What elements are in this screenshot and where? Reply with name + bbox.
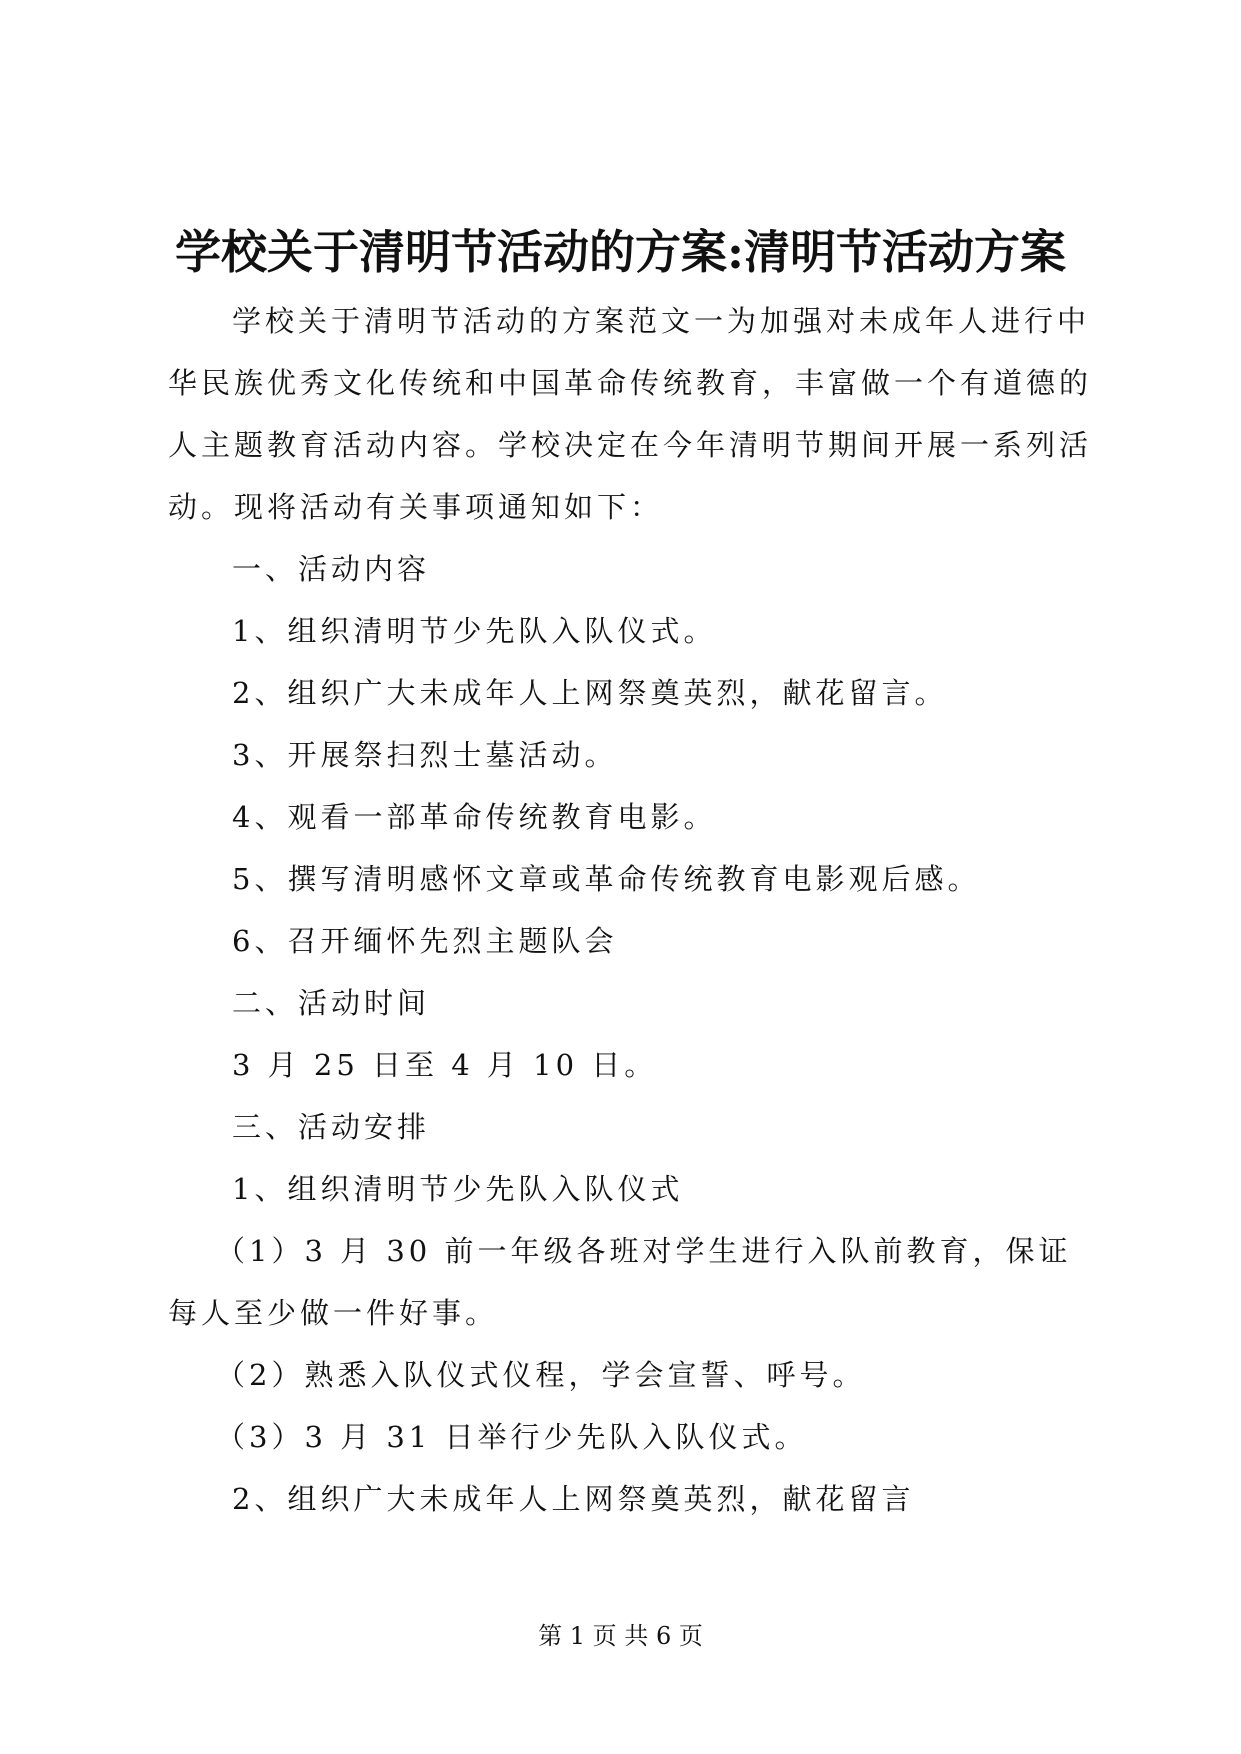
- paragraph: （3）3 月 31 日举行少先队入队仪式。: [216, 1420, 808, 1454]
- paragraph: 3、开展祭扫烈士墓活动。: [232, 738, 618, 772]
- page-footer: 第 1 页 共 6 页: [538, 1622, 703, 1650]
- paragraph: 二、活动时间: [232, 986, 431, 1020]
- paragraph: 5、撰写清明感怀文章或革命传统教育电影观后感。: [232, 862, 981, 896]
- paragraph: （2）熟悉入队仪式仪程，学会宣誓、呼号。: [216, 1358, 866, 1392]
- paragraph: 2、组织广大未成年人上网祭奠英烈，献花留言: [232, 1482, 915, 1516]
- paragraph: 1、组织清明节少先队入队仪式。: [232, 614, 717, 648]
- document-body: [168, 290, 1092, 1530]
- paragraph: 1、组织清明节少先队入队仪式: [232, 1172, 684, 1206]
- document-title: 学校关于清明节活动的方案:清明节活动方案: [175, 225, 1066, 279]
- paragraph: 3 月 25 日至 4 月 10 日。: [232, 1048, 658, 1082]
- paragraph: 4、观看一部革命传统教育电影。: [232, 800, 717, 834]
- paragraph: （1）3 月 30 前一年级各班对学生进行入队前教育，保证每人至少做一件好事。: [168, 1234, 1072, 1330]
- paragraph: 一、活动内容: [232, 552, 431, 586]
- paragraph: 三、活动安排: [232, 1110, 431, 1144]
- paragraph: 6、召开缅怀先烈主题队会: [232, 924, 618, 958]
- paragraph: 学校关于清明节活动的方案范文一为加强对未成年人进行中华民族优秀文化传统和中国革命传统教育，丰富做一个有道德的人主题教育活动内容。学校决定在今年清明节期间开展一系列活动。现将活动有关事项通知如下：: [168, 304, 1093, 524]
- paragraph: 2、组织广大未成年人上网祭奠英烈，献花留言。: [232, 676, 948, 710]
